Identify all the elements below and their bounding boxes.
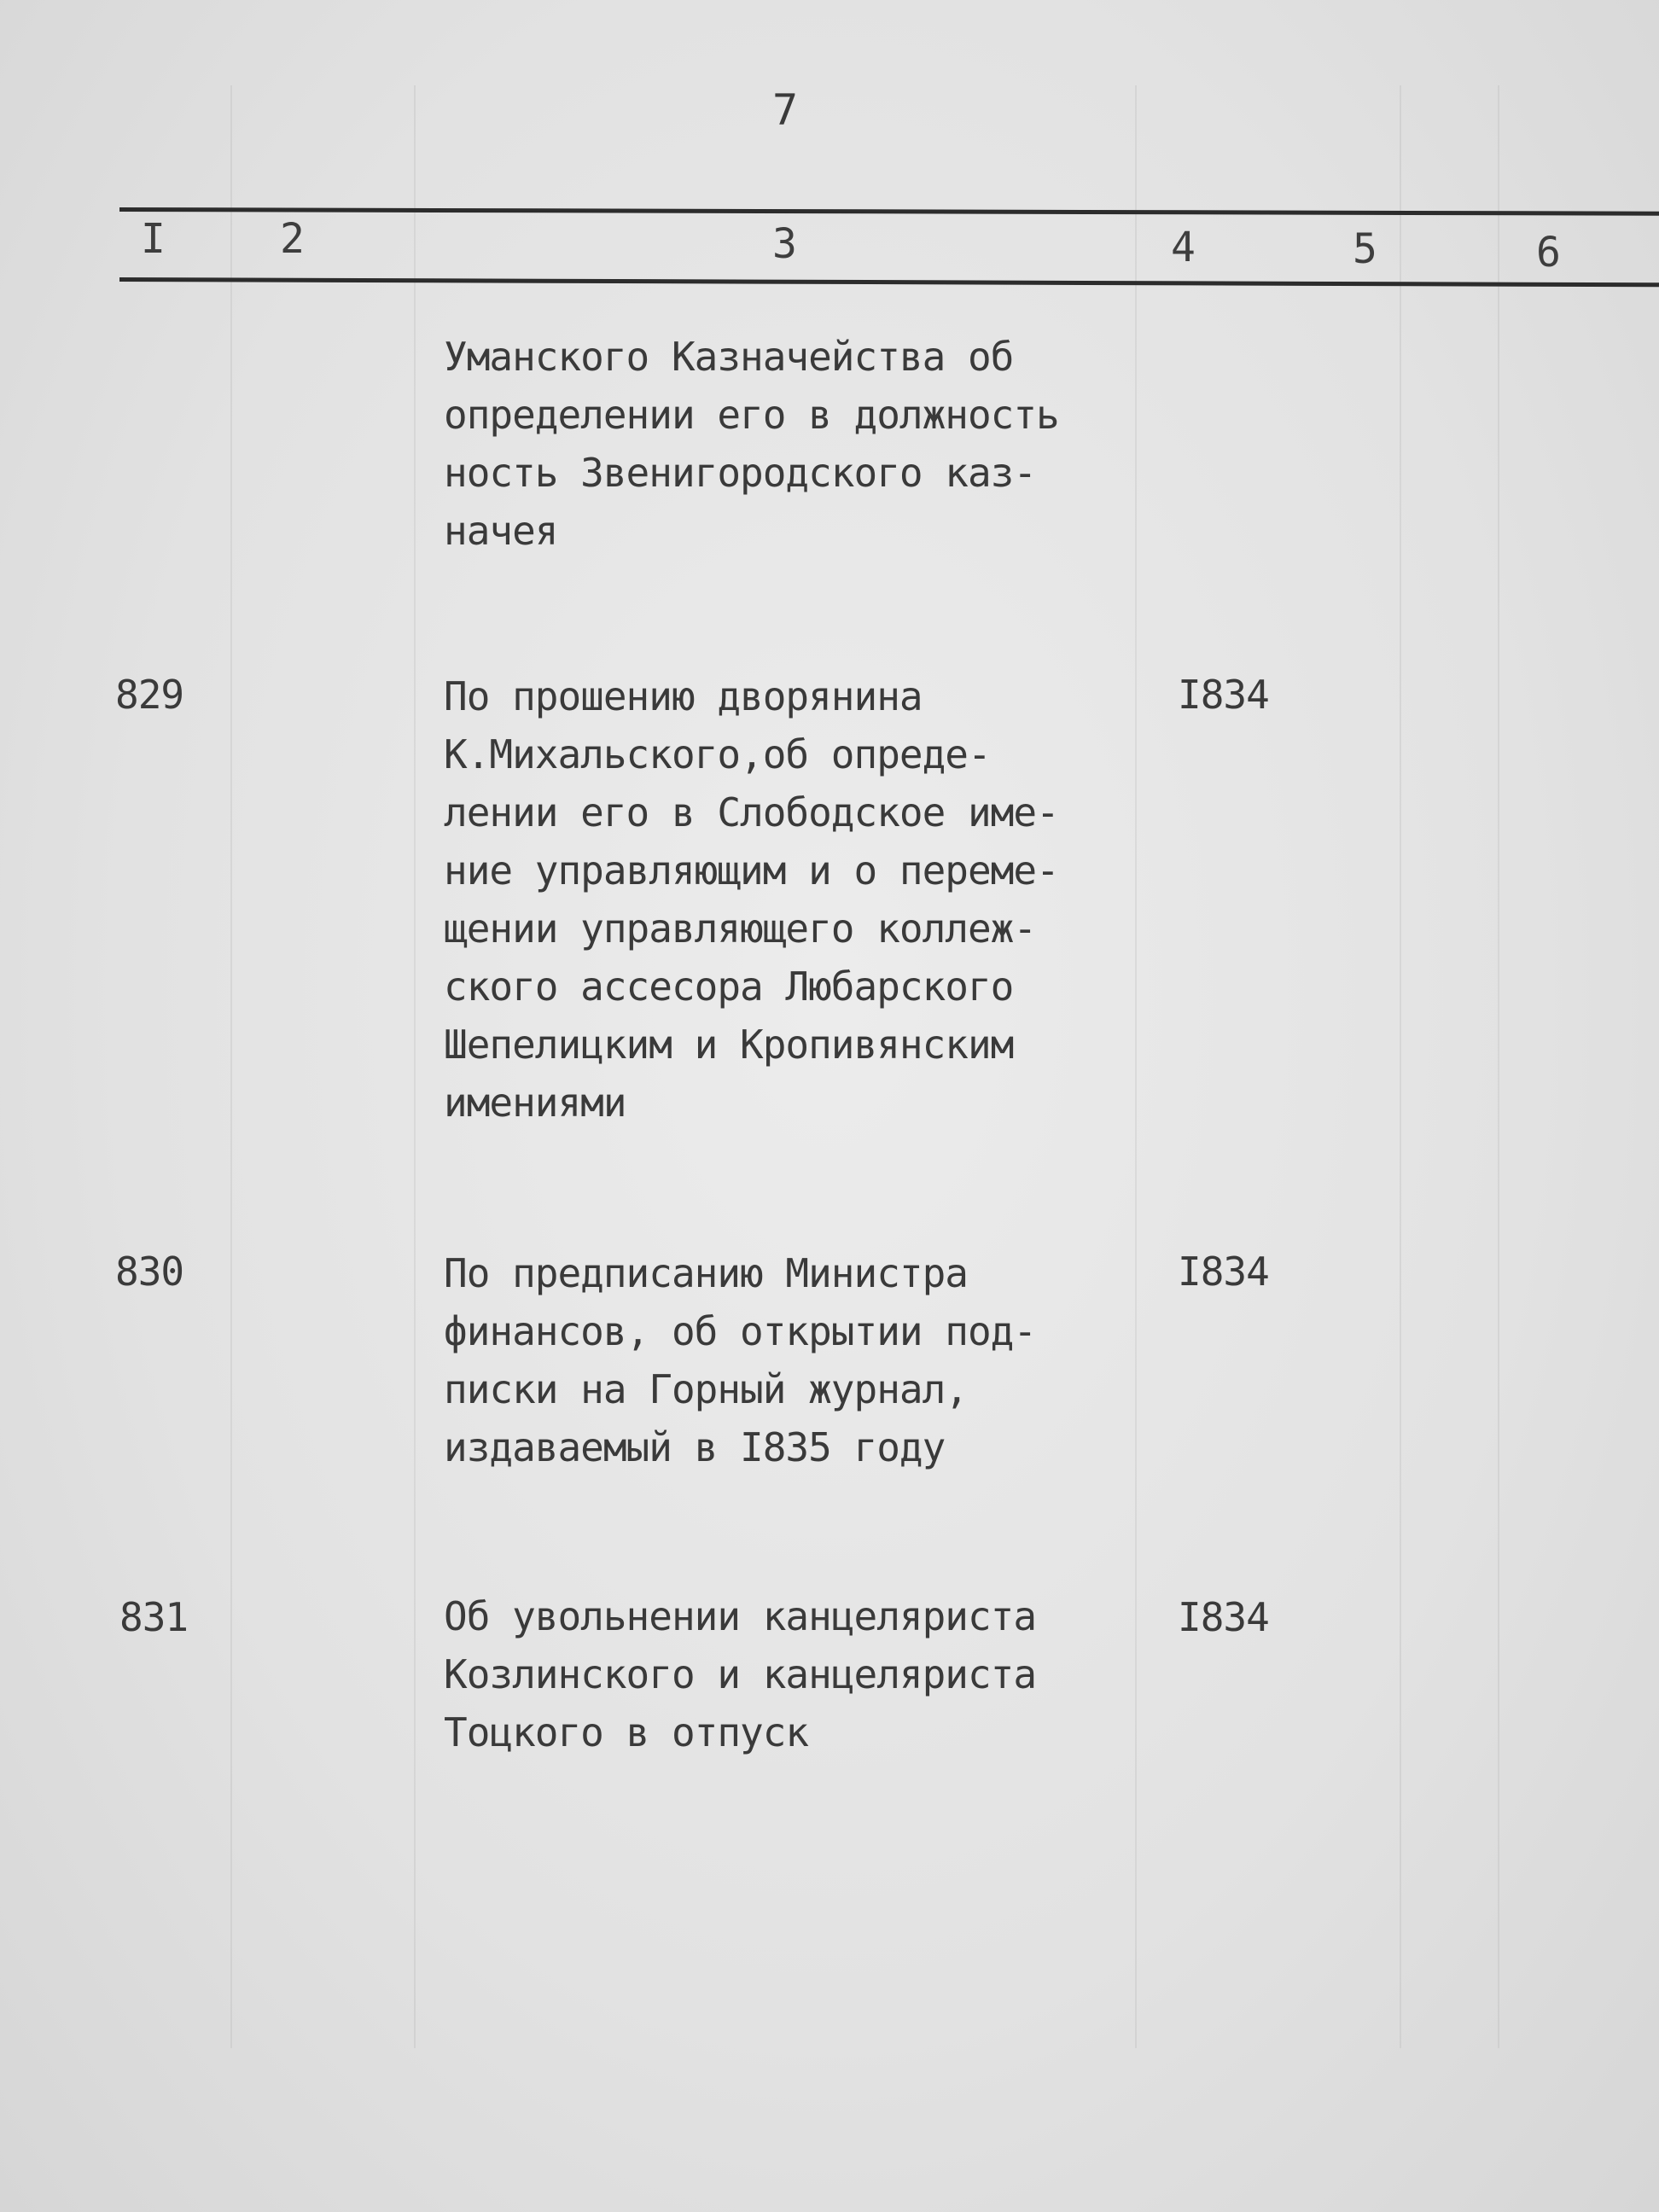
row-year-831: I834 <box>1178 1594 1269 1640</box>
column-guide <box>230 85 232 2048</box>
row-number-831: 831 <box>119 1594 189 1640</box>
row-text-continuation: Уманского Казначейства об определении его в должность ность Звенигородского каз- начея <box>444 334 1059 554</box>
row-text-829: По прошению дворянина К.Михальского,об опреде- лении его в Слободское име- ние управляющим и о переме- щении управляющего коллеж- ского ассесора Любарского Шепелицким и Кропивянским имениями <box>444 673 1059 1126</box>
page-number: 7 <box>772 85 799 135</box>
row-number-830: 830 <box>115 1249 184 1295</box>
row-year-829: I834 <box>1178 672 1269 718</box>
column-guide <box>1400 85 1401 2048</box>
column-guide <box>1498 85 1499 2048</box>
column-header-4: 4 <box>1171 224 1196 271</box>
row-text-831: Об увольнении канцеляриста Козлинского и канцеляриста Тоцкого в отпуск <box>444 1593 1037 1755</box>
column-guide <box>1135 85 1137 2048</box>
column-header-5: 5 <box>1353 225 1377 273</box>
header-rule-bottom <box>119 277 1659 287</box>
column-header-6: 6 <box>1536 229 1561 276</box>
column-guide <box>414 85 416 2048</box>
column-header-1: I <box>141 215 166 263</box>
column-header-2: 2 <box>280 215 305 263</box>
row-year-830: I834 <box>1178 1249 1269 1295</box>
header-rule-top <box>119 207 1659 216</box>
column-header-3: 3 <box>772 220 797 268</box>
row-text-830: По предписанию Министра финансов, об открытии под- писки на Горный журнал, издаваемый в I835 году <box>444 1250 1037 1470</box>
row-number-829: 829 <box>115 672 184 718</box>
